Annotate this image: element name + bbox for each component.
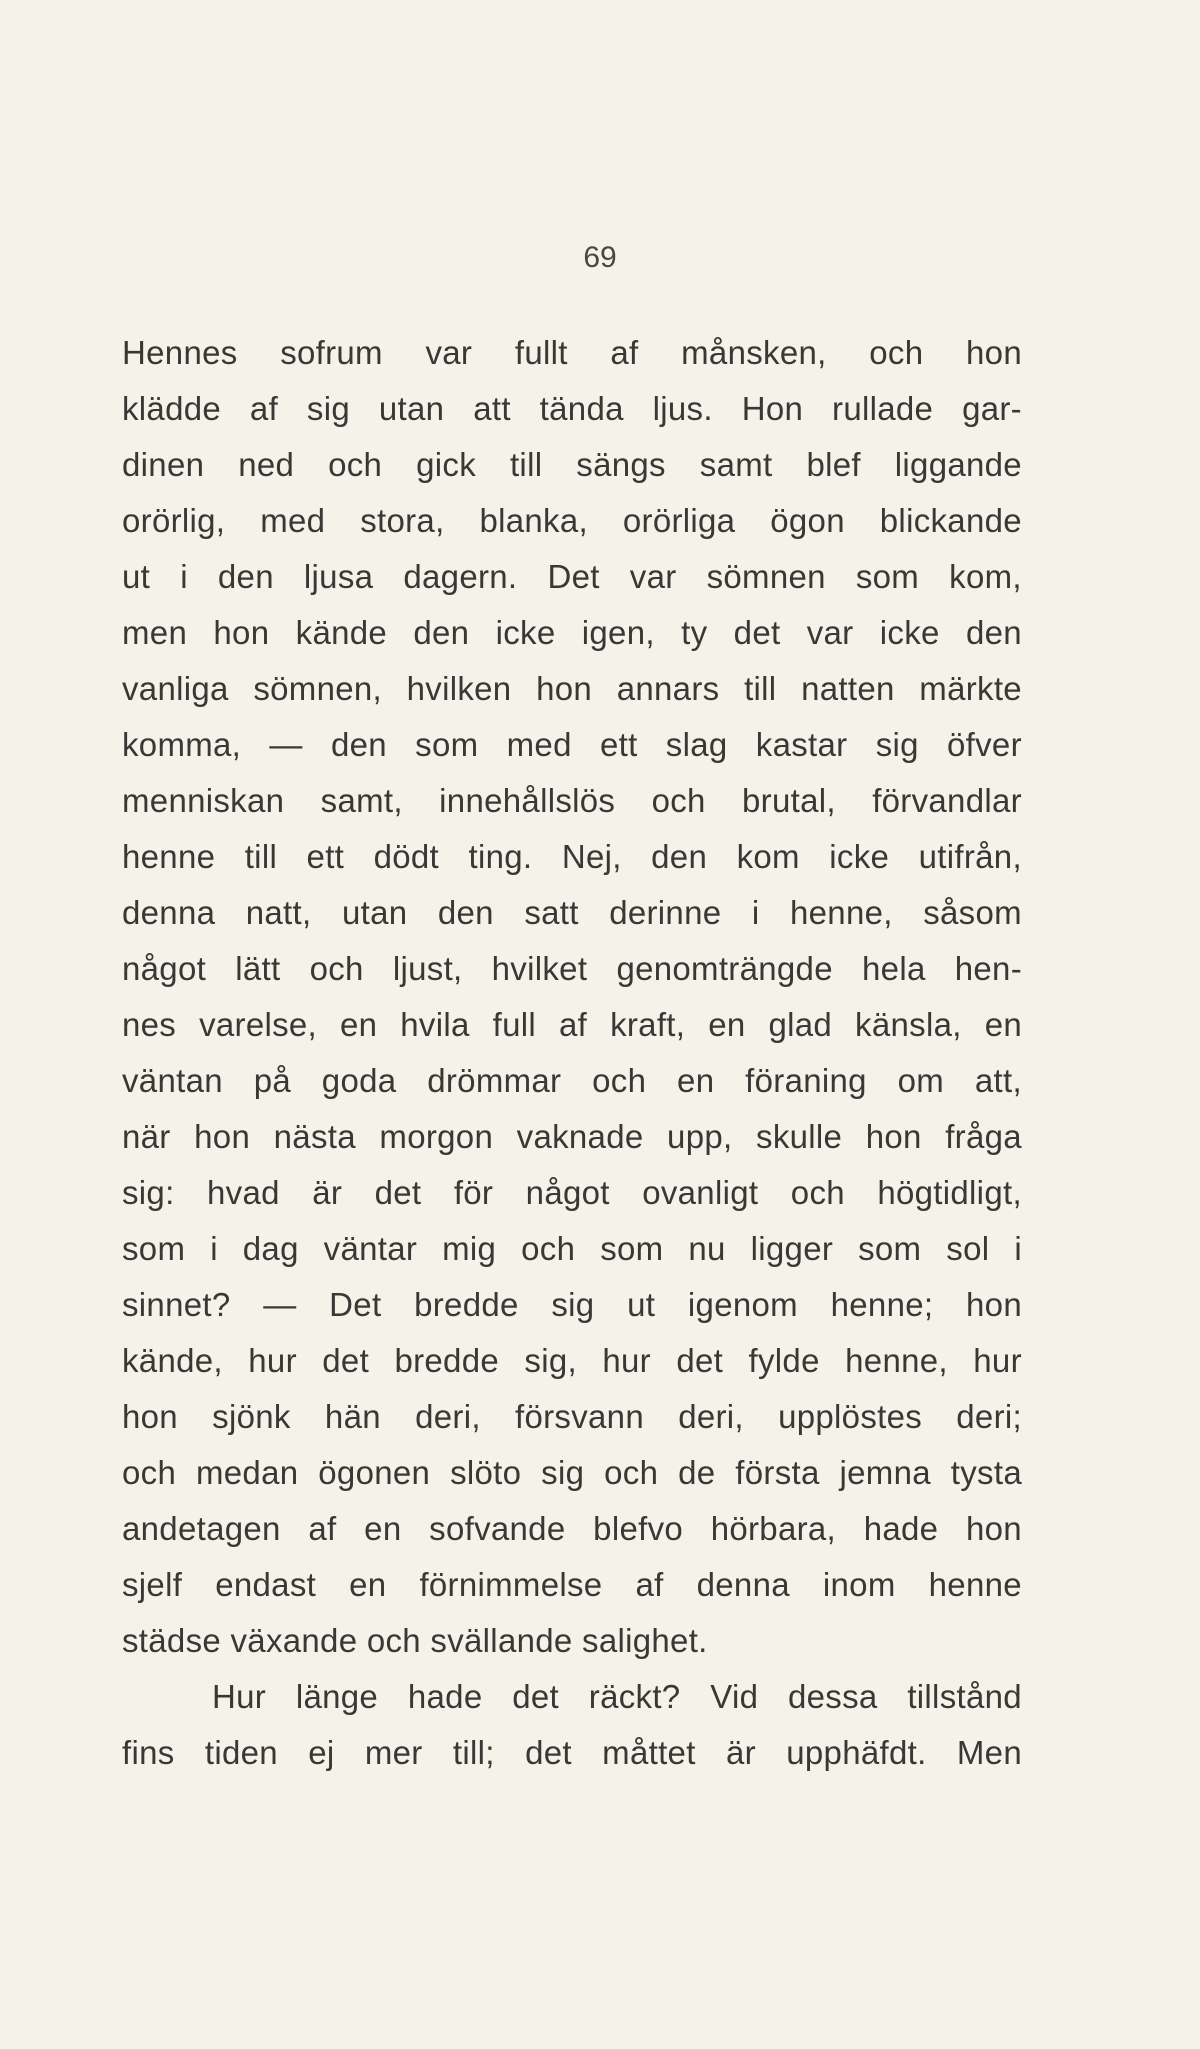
text-line — [122, 493, 1022, 549]
text-line — [122, 997, 1022, 1053]
word: skulle — [756, 1118, 843, 1155]
word: drömmar — [427, 1062, 562, 1099]
word: det — [512, 1678, 560, 1715]
word: förnimmelse — [419, 1566, 603, 1603]
word: hela — [862, 950, 926, 987]
text-line — [122, 1277, 1022, 1333]
word: af — [635, 1566, 664, 1603]
word: genomträngde — [616, 950, 833, 987]
word: upplöstes — [778, 1398, 923, 1435]
word: dinen — [122, 446, 205, 483]
word: den — [413, 614, 470, 651]
word: hur — [248, 1342, 297, 1379]
word: Hur — [212, 1678, 267, 1715]
word: af — [249, 390, 279, 427]
word: dag — [242, 1230, 299, 1267]
word: i — [210, 1230, 218, 1267]
word: Hennes — [122, 334, 238, 371]
word: lätt — [235, 950, 281, 987]
word: fullt — [514, 334, 568, 371]
word: blanka, — [479, 502, 588, 539]
word: sig, — [524, 1342, 577, 1379]
word: sig: — [122, 1174, 175, 1211]
word: var — [629, 558, 677, 595]
word: som — [600, 1230, 664, 1267]
word: dagern. — [403, 558, 518, 595]
word: väntan — [122, 1062, 223, 1099]
word: sig — [306, 390, 351, 427]
word: hur — [602, 1342, 651, 1379]
word: kände — [295, 614, 388, 651]
word: till — [244, 838, 278, 875]
word: ett — [599, 726, 638, 763]
word: kom, — [949, 558, 1022, 595]
word: Hon — [741, 390, 804, 427]
word: och — [309, 950, 364, 987]
word: hon — [865, 1118, 922, 1155]
word: blefvo — [593, 1510, 684, 1547]
word: — — [269, 726, 303, 763]
word: ut — [122, 558, 151, 595]
word: deri; — [956, 1398, 1022, 1435]
word: sig — [541, 1454, 585, 1491]
word: kraft, — [610, 1006, 686, 1043]
word: andetagen — [122, 1510, 281, 1547]
word: dessa — [788, 1678, 878, 1715]
text-line — [122, 1725, 1022, 1781]
word: en — [677, 1062, 715, 1099]
word: jemna — [839, 1454, 931, 1491]
word: sjönk — [212, 1398, 291, 1435]
word: sömnen, — [253, 670, 382, 707]
word: henne — [122, 838, 216, 875]
word: sig — [551, 1286, 595, 1323]
word: utifrån, — [918, 838, 1022, 875]
word: och — [328, 446, 383, 483]
word: annars — [616, 670, 720, 707]
word: bredde — [394, 1342, 500, 1379]
word: kastar — [755, 726, 848, 763]
word: en — [340, 1006, 378, 1043]
word: som — [855, 558, 920, 595]
word: tillstånd — [907, 1678, 1022, 1715]
word: det — [525, 1734, 572, 1771]
text-line — [122, 1501, 1022, 1557]
word: måttet — [602, 1734, 696, 1771]
word: hade — [407, 1678, 483, 1715]
word: och — [521, 1230, 576, 1267]
word: mig — [442, 1230, 497, 1267]
body-text — [122, 325, 1022, 1781]
word: slag — [665, 726, 728, 763]
word: morgon — [379, 1118, 494, 1155]
word: natt, — [245, 894, 312, 931]
paragraph-end-line — [122, 1613, 1022, 1669]
text-line — [122, 381, 1022, 437]
word: sofrum — [280, 334, 383, 371]
word: en — [984, 1006, 1022, 1043]
word: väntar — [323, 1230, 418, 1267]
word: och — [790, 1174, 845, 1211]
word: ligger — [750, 1230, 834, 1267]
word: den — [330, 726, 387, 763]
text-line — [122, 1445, 1022, 1501]
word: Men — [956, 1734, 1022, 1771]
word: sol — [946, 1230, 990, 1267]
word: hörbara, — [710, 1510, 837, 1547]
word: kom — [736, 838, 800, 875]
word: hon — [966, 334, 1022, 371]
text-line — [122, 1221, 1022, 1277]
word: i — [180, 558, 188, 595]
word: nästa — [273, 1118, 356, 1155]
word: tiden — [204, 1734, 278, 1771]
text-line — [122, 549, 1022, 605]
word: sängs — [576, 446, 666, 483]
word: sinnet? — [122, 1286, 231, 1323]
text-line — [122, 325, 1022, 381]
word: och — [592, 1062, 647, 1099]
word: igen, — [581, 614, 655, 651]
word: satt — [524, 894, 579, 931]
word: det — [322, 1342, 370, 1379]
word: henne; — [830, 1286, 934, 1323]
word: i — [1014, 1230, 1022, 1267]
word: om — [897, 1062, 945, 1099]
word: och — [604, 1454, 659, 1491]
word: försvann — [515, 1398, 644, 1435]
word: räckt? — [588, 1678, 681, 1715]
word: bredde — [414, 1286, 519, 1323]
word: deri, — [415, 1398, 481, 1435]
word: en — [349, 1566, 387, 1603]
word: till; — [452, 1734, 495, 1771]
word: hon — [966, 1286, 1022, 1323]
word: svällande — [430, 1622, 583, 1659]
word: att — [473, 390, 511, 427]
word: första — [735, 1454, 820, 1491]
word: för — [453, 1174, 494, 1211]
word: till — [744, 670, 777, 707]
word: glad — [768, 1006, 833, 1043]
word: hur — [973, 1342, 1022, 1379]
word: af — [308, 1510, 337, 1547]
word: innehållslös — [439, 782, 616, 819]
text-line — [122, 661, 1022, 717]
word: månsken, — [681, 334, 827, 371]
word: ned — [238, 446, 295, 483]
word: ljusa — [303, 558, 374, 595]
word: full — [492, 1006, 537, 1043]
paragraph-start-line — [122, 1669, 1022, 1725]
word: med — [260, 502, 326, 539]
word: till — [509, 446, 543, 483]
word: icke — [829, 838, 890, 875]
word: hvad — [207, 1174, 280, 1211]
word: upp, — [667, 1118, 733, 1155]
word: natten — [801, 670, 895, 707]
word: sjelf — [122, 1566, 183, 1603]
word: salighet. — [582, 1622, 708, 1659]
word: ett — [306, 838, 345, 875]
word: Det — [547, 558, 600, 595]
word: ögon — [770, 502, 845, 539]
word: att, — [974, 1062, 1022, 1099]
word: men — [122, 614, 188, 651]
word: Det — [329, 1286, 382, 1323]
word: henne — [928, 1566, 1022, 1603]
word: det — [676, 1342, 724, 1379]
word: fråga — [945, 1118, 1022, 1155]
word: henne, — [790, 894, 893, 931]
word: förvandlar — [872, 782, 1022, 819]
text-line — [122, 773, 1022, 829]
word: orörlig, — [122, 502, 226, 539]
word: mer — [364, 1734, 423, 1771]
word: hon — [536, 670, 593, 707]
word: af — [558, 1006, 588, 1043]
word: denna — [696, 1566, 790, 1603]
word: stora, — [360, 502, 445, 539]
word: ovanligt — [642, 1174, 759, 1211]
word: Nej, — [561, 838, 622, 875]
word: komma, — [122, 726, 242, 763]
word: i — [751, 894, 760, 931]
word: hän — [324, 1398, 381, 1435]
word: utan — [341, 894, 408, 931]
word: gar- — [962, 390, 1022, 427]
word: något — [525, 1174, 610, 1211]
word: en — [364, 1510, 402, 1547]
word: länge — [295, 1678, 379, 1715]
word: märkte — [919, 670, 1022, 707]
word: nes — [122, 1006, 177, 1043]
text-line — [122, 605, 1022, 661]
word: deri, — [678, 1398, 744, 1435]
text-line — [122, 1557, 1022, 1613]
word: hvilket — [491, 950, 588, 987]
word: icke — [495, 614, 556, 651]
word: denna — [122, 894, 216, 931]
word: och — [651, 782, 706, 819]
word: ut — [627, 1286, 656, 1323]
word: och — [869, 334, 924, 371]
word: Vid — [710, 1678, 759, 1715]
word: vanliga — [122, 670, 229, 707]
word: sig — [875, 726, 919, 763]
word: växande — [230, 1622, 367, 1659]
word: samt, — [320, 782, 403, 819]
word: slöto — [450, 1454, 522, 1491]
word: högtidligt, — [877, 1174, 1022, 1211]
word: tysta — [950, 1454, 1022, 1491]
text-line — [122, 885, 1022, 941]
word: blef — [806, 446, 861, 483]
word: hon — [122, 1398, 178, 1435]
word: när — [122, 1118, 171, 1155]
word: den — [965, 614, 1022, 651]
word: det — [733, 614, 781, 651]
word: det — [374, 1174, 422, 1211]
text-line — [122, 1053, 1022, 1109]
word: samt — [699, 446, 773, 483]
word: något — [122, 950, 207, 987]
text-line — [122, 1109, 1022, 1165]
word: orörliga — [622, 502, 736, 539]
word: var — [806, 614, 854, 651]
word: som — [858, 1230, 922, 1267]
word: hon — [965, 1510, 1022, 1547]
word: är — [312, 1174, 343, 1211]
word: ljust, — [392, 950, 463, 987]
word: städse — [122, 1622, 231, 1659]
word: tända — [539, 390, 624, 427]
word: igenom — [687, 1286, 798, 1323]
text-line — [122, 1165, 1022, 1221]
text-line — [122, 829, 1022, 885]
text-line — [122, 437, 1022, 493]
page-number: 69 — [583, 241, 617, 274]
word: de — [678, 1454, 716, 1491]
word: ty — [681, 614, 708, 651]
word: den — [217, 558, 274, 595]
word: hvilken — [406, 670, 512, 707]
word: som — [122, 1230, 186, 1267]
word: ljus. — [652, 390, 713, 427]
word: hen- — [954, 950, 1022, 987]
word: fins — [122, 1734, 175, 1771]
word: hvila — [400, 1006, 470, 1043]
word: endast — [215, 1566, 317, 1603]
word: inom — [822, 1566, 896, 1603]
word: en — [708, 1006, 746, 1043]
word: föraning — [745, 1062, 867, 1099]
word: klädde — [122, 390, 222, 427]
word: ögonen — [318, 1454, 431, 1491]
word: af — [610, 334, 639, 371]
word: gick — [416, 446, 477, 483]
word: öfver — [947, 726, 1022, 763]
word: den — [651, 838, 708, 875]
word: blickande — [879, 502, 1022, 539]
word: ej — [308, 1734, 335, 1771]
text-line — [122, 1389, 1022, 1445]
word: den — [437, 894, 494, 931]
word: menniskan — [122, 782, 285, 819]
text-line — [122, 1333, 1022, 1389]
word: känsla, — [855, 1006, 962, 1043]
word: hon — [213, 614, 270, 651]
word: fylde — [748, 1342, 820, 1379]
word: hon — [194, 1118, 251, 1155]
word: på — [253, 1062, 291, 1099]
word: och — [122, 1454, 177, 1491]
text-line — [122, 717, 1022, 773]
word: liggande — [894, 446, 1022, 483]
word: derinne — [609, 894, 722, 931]
word: var — [425, 334, 473, 371]
word: nu — [688, 1230, 726, 1267]
word: sömnen — [706, 558, 826, 595]
word: icke — [879, 614, 940, 651]
word: hade — [863, 1510, 939, 1547]
word: varelse, — [199, 1006, 318, 1043]
word: sofvande — [429, 1510, 566, 1547]
word: henne, — [845, 1342, 948, 1379]
word: upphäfdt. — [786, 1734, 927, 1771]
word: som — [415, 726, 479, 763]
word: brutal, — [742, 782, 836, 819]
word: är — [725, 1734, 756, 1771]
word: rullade — [832, 390, 934, 427]
word: ting. — [468, 838, 533, 875]
word: dödt — [373, 838, 440, 875]
word: — — [263, 1286, 297, 1323]
word: goda — [321, 1062, 397, 1099]
word: medan — [195, 1454, 299, 1491]
word: vaknade — [516, 1118, 644, 1155]
text-line — [122, 941, 1022, 997]
word: kände, — [122, 1342, 223, 1379]
word: och — [366, 1622, 431, 1659]
word: med — [506, 726, 572, 763]
word: utan — [378, 390, 445, 427]
word: såsom — [923, 894, 1022, 931]
